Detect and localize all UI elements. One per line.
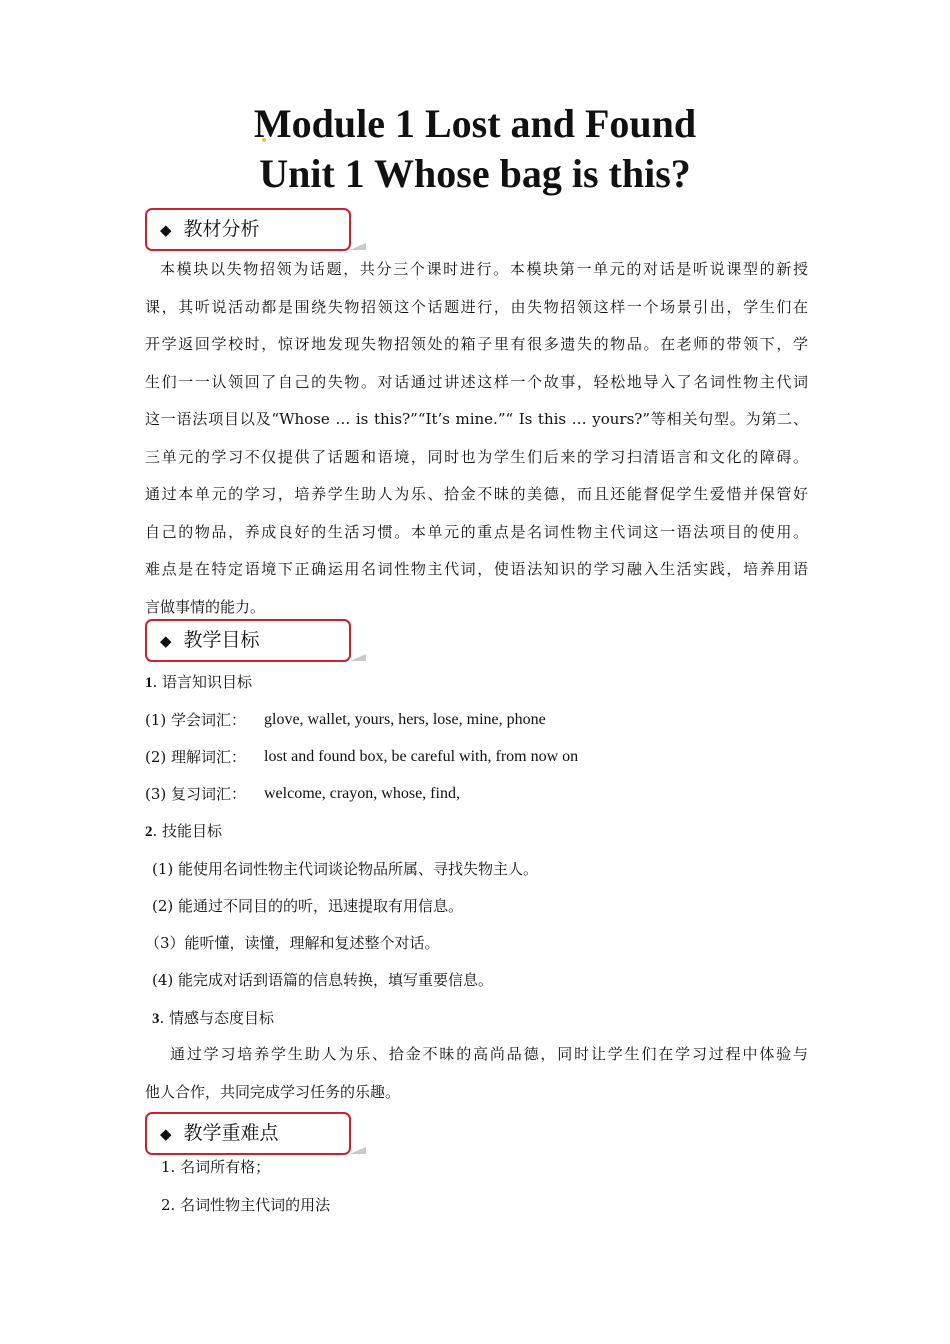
objective-heading-1: 1. 语言知识目标 bbox=[145, 673, 253, 691]
vocab-row-words: lost and found box, be careful with, from now on bbox=[264, 748, 579, 765]
paragraph-line: 通过学习培养学生助人为乐、拾金不昧的高尚品德，同时让学生们在学习过程中体验与 bbox=[170, 1045, 808, 1063]
paragraph-line: 生们一一认领回了自己的失物。对话通过讲述这样一个故事，轻松地导入了名词性物主代词 bbox=[145, 372, 808, 391]
section-heading-label: 教材分析 bbox=[183, 218, 260, 240]
paragraph-line: 课，其听说活动都是围绕失物招领这个话题进行，由失物招领这样一个场景引出，学生们在 bbox=[145, 297, 808, 316]
objective-heading-3: 3. 情感与态度目标 bbox=[152, 1009, 275, 1027]
section-heading-label: 教学重难点 bbox=[183, 1122, 279, 1144]
section-heading-label: 教学目标 bbox=[183, 629, 260, 651]
key-point-item: 1. 名词所有格； bbox=[161, 1158, 271, 1176]
vocab-row-words: glove, wallet, yours, hers, lose, mine, phone bbox=[264, 711, 546, 728]
tag-shadow bbox=[350, 654, 366, 661]
paragraph-line: 本模块以失物招领为话题，共分三个课时进行。本模块第一单元的对话是听说课型的新授 bbox=[160, 260, 808, 278]
paragraph-line: 自己的物品，养成良好的生活习惯。本单元的重点是名词性物主代词这一语法项目的使用。 bbox=[145, 522, 808, 541]
page-subtitle: Unit 1 Whose bag is this? bbox=[259, 151, 691, 196]
vocab-row-prefix: (1) 学会词汇： bbox=[145, 711, 247, 729]
skill-item: (4) 能完成对话到语篇的信息转换，填写重要信息。 bbox=[152, 971, 494, 989]
vocab-row-words: welcome, crayon, whose, find, bbox=[264, 785, 460, 802]
diamond-bullet-icon: ◆ bbox=[160, 221, 172, 239]
paragraph-line: 开学返回学校时，惊讶地发现失物招领处的箱子里有很多遗失的物品。在老师的带领下，学 bbox=[145, 335, 808, 353]
page-title: Module 1 Lost and Found bbox=[253, 101, 697, 146]
attitude-paragraph bbox=[145, 1036, 808, 1111]
vocab-row-prefix: (2) 理解词汇： bbox=[145, 748, 247, 766]
tag-shadow bbox=[350, 1147, 366, 1154]
paragraph-line: 这一语法项目以及“Whose … is this?”“It’s mine.”“ Is this … yours?”等相关句型。为第二、 bbox=[145, 410, 808, 428]
diamond-bullet-icon: ◆ bbox=[160, 632, 172, 650]
paragraph-line: 三单元的学习不仅提供了话题和语境，同时也为学生们后来的学习扫清语言和文化的障碍。 bbox=[145, 447, 808, 466]
paragraph-line: 他人合作，共同完成学习任务的乐趣。 bbox=[145, 1082, 401, 1101]
section-heading-objectives bbox=[145, 619, 351, 662]
tag-shadow bbox=[350, 243, 366, 250]
skill-item: (1) 能使用名词性物主代词谈论物品所属、寻找失物主人。 bbox=[152, 860, 539, 878]
key-point-item: 2. 名词性物主代词的用法 bbox=[161, 1196, 331, 1214]
section-heading-key-points bbox=[145, 1112, 351, 1155]
section-heading-analysis bbox=[145, 208, 351, 251]
paragraph-line: 言做事情的能力。 bbox=[145, 597, 266, 616]
vocab-row-prefix: (3) 复习词汇： bbox=[145, 785, 247, 803]
skill-item: （3）能听懂，读懂，理解和复述整个对话。 bbox=[145, 934, 440, 952]
objective-heading-2: 2. 技能目标 bbox=[145, 822, 223, 840]
paragraph-line: 难点是在特定语境下正确运用名词性物主代词，使语法知识的学习融入生活实践，培养用语 bbox=[145, 560, 808, 578]
skill-item: (2) 能通过不同目的的听，迅速提取有用信息。 bbox=[152, 897, 464, 915]
diamond-bullet-icon: ◆ bbox=[160, 1125, 172, 1143]
analysis-paragraph bbox=[145, 251, 808, 626]
paragraph-line: 通过本单元的学习，培养学生助人为乐、拾金不昧的美德，而且还能督促学生爱惜并保管好 bbox=[145, 485, 808, 503]
